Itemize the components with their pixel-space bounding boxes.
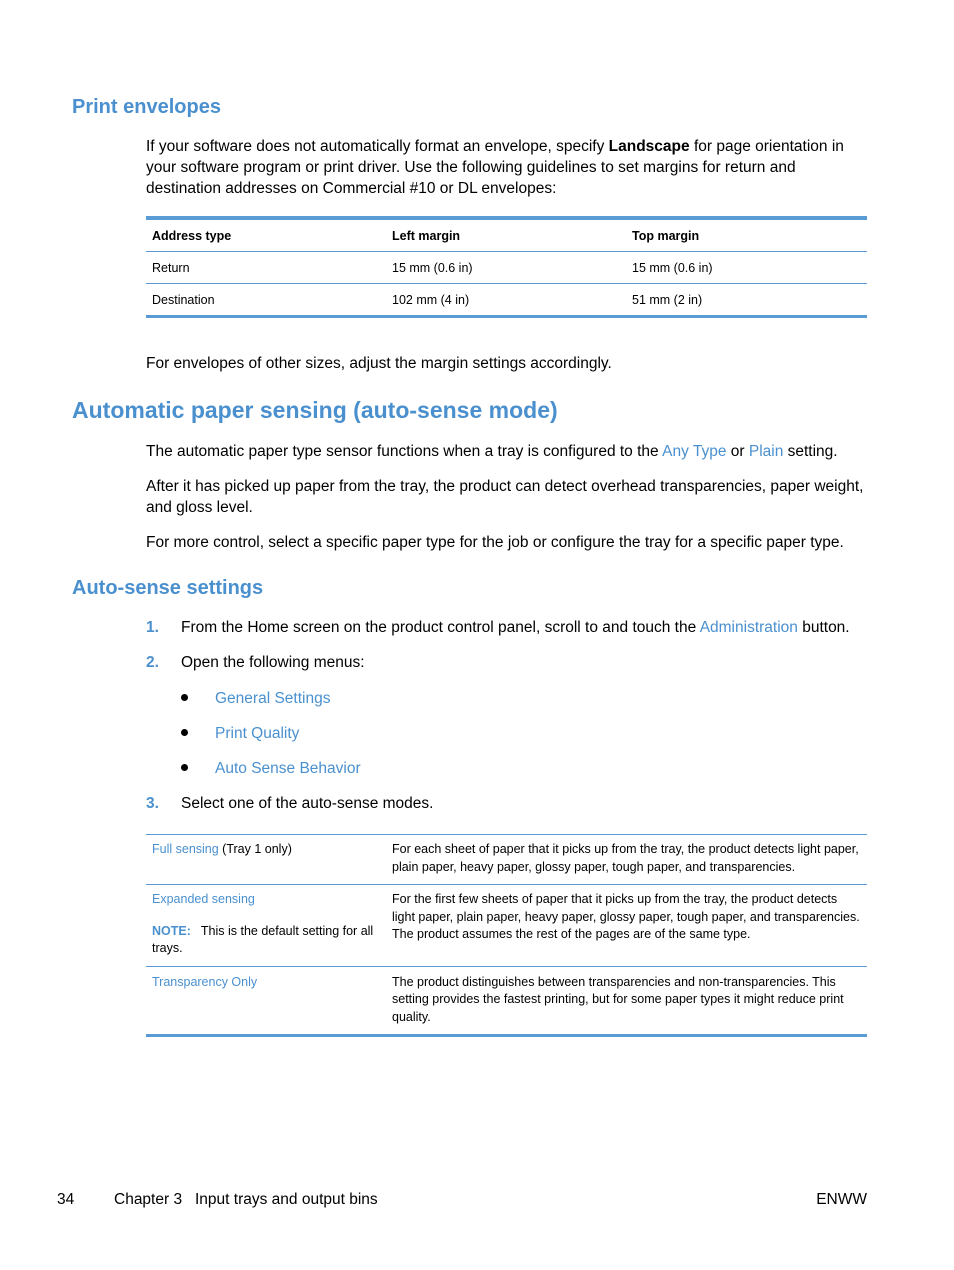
table-cell: 51 mm (2 in) bbox=[632, 292, 703, 307]
transparency-only-link[interactable]: Transparency Only bbox=[152, 974, 258, 989]
bullet-icon bbox=[181, 729, 188, 736]
table-row bbox=[146, 284, 867, 317]
intro-text-start: If your software does not automatically format an envelope, specify bbox=[146, 138, 609, 155]
mode-description-cell: The product distinguishes between transparencies and non-transparencies. This setting provides the fastest printing, but for some paper types it might reduce print quality. bbox=[392, 974, 844, 1024]
table-cell: Destination bbox=[152, 292, 215, 307]
mode-name-cell bbox=[146, 885, 386, 967]
print-envelopes-intro bbox=[146, 136, 868, 199]
table-cell: 15 mm (0.6 in) bbox=[626, 252, 867, 284]
column-header: Address type bbox=[146, 218, 386, 252]
mode-description-cell: For the first few sheets of paper that it picks up from the tray, the product detects light paper, plain paper, heavy paper, glossy paper, tough paper, and transparencies. The product assumes the rest of the pages are of the same type. bbox=[386, 885, 867, 967]
general-settings-link[interactable]: General Settings bbox=[215, 690, 331, 707]
print-envelopes-heading: Print envelopes bbox=[72, 96, 221, 118]
menu-item-print-quality bbox=[181, 723, 299, 744]
footer-code: ENWW bbox=[816, 1191, 867, 1208]
table-cell: Return bbox=[146, 252, 386, 284]
mode-description-cell: For each sheet of paper that it picks up from the tray, the product detects light paper, plain paper, heavy paper, glossy paper, tough paper, and transparencies. bbox=[386, 835, 867, 885]
step-3-text: Select one of the auto-sense modes. bbox=[181, 795, 434, 812]
step-1-text-end: button. bbox=[797, 619, 850, 636]
any-type-setting-link[interactable]: Any Type bbox=[662, 443, 727, 460]
table-row bbox=[146, 835, 867, 885]
landscape-term: Landscape bbox=[608, 138, 690, 155]
table-row bbox=[146, 966, 867, 1036]
page-number: 34 bbox=[57, 1191, 75, 1208]
full-sensing-link[interactable]: Full sensing bbox=[152, 842, 219, 856]
auto-sensing-paragraph-1 bbox=[146, 441, 868, 462]
auto-sense-modes-table bbox=[146, 834, 867, 1037]
table-cell: 102 mm (4 in) bbox=[392, 292, 470, 307]
envelope-margins-table bbox=[146, 216, 867, 318]
administration-button-link[interactable]: Administration bbox=[699, 619, 798, 636]
column-header: Left margin bbox=[386, 218, 626, 252]
step-number: 3. bbox=[146, 795, 159, 812]
menu-item-auto-sense-behavior bbox=[181, 758, 361, 779]
p1-text-mid: or bbox=[726, 443, 749, 460]
print-quality-link[interactable]: Print Quality bbox=[215, 725, 300, 742]
chapter-title: Chapter 3 Input trays and output bins bbox=[114, 1191, 378, 1208]
step-number: 2. bbox=[146, 654, 159, 671]
mode-name-cell bbox=[146, 835, 386, 885]
note bbox=[152, 923, 380, 958]
auto-sense-settings-heading: Auto-sense settings bbox=[72, 577, 264, 599]
step-2 bbox=[146, 652, 365, 673]
table-row bbox=[146, 252, 867, 284]
step-3 bbox=[146, 793, 433, 814]
auto-sense-behavior-link[interactable]: Auto Sense Behavior bbox=[215, 760, 361, 777]
other-envelope-sizes-note: For envelopes of other sizes, adjust the margin settings accordingly. bbox=[146, 355, 612, 372]
table-cell: 15 mm (0.6 in) bbox=[386, 252, 626, 284]
bullet-icon bbox=[181, 764, 188, 771]
auto-sensing-heading: Automatic paper sensing (auto-sense mode) bbox=[72, 397, 558, 423]
p1-text-end: setting. bbox=[783, 443, 838, 460]
step-1-text: From the Home screen on the product control panel, scroll to and touch the bbox=[181, 619, 700, 636]
step-1 bbox=[146, 617, 850, 638]
p1-text-start: The automatic paper type sensor functions when a tray is configured to the bbox=[146, 443, 663, 460]
intro-text-end: for page orientation in your software program or print driver. Use the following guidelines to set margins for return and destination addresses on Commercial #10 or DL envelopes: bbox=[146, 138, 844, 197]
table-header-row bbox=[146, 218, 867, 252]
note-label: NOTE: bbox=[152, 923, 191, 938]
note-text: This is the default setting for all trays. bbox=[152, 923, 374, 955]
table-row bbox=[146, 885, 867, 967]
mode-name-cell bbox=[146, 966, 386, 1036]
column-header: Top margin bbox=[626, 218, 867, 252]
plain-setting-link[interactable]: Plain bbox=[748, 443, 784, 460]
step-number: 1. bbox=[146, 619, 159, 636]
step-2-text: Open the following menus: bbox=[181, 654, 365, 671]
auto-sensing-paragraph-3: For more control, select a specific paper type for the job or configure the tray for a specific paper type. bbox=[146, 534, 844, 551]
bullet-icon bbox=[181, 694, 188, 701]
expanded-sensing-link[interactable]: Expanded sensing bbox=[152, 892, 255, 906]
auto-sensing-paragraph-2: After it has picked up paper from the tray, the product can detect overhead transparencies, paper weight, and gloss level. bbox=[146, 478, 864, 516]
mode-suffix: (Tray 1 only) bbox=[218, 842, 292, 856]
menu-item-general-settings bbox=[181, 688, 330, 709]
